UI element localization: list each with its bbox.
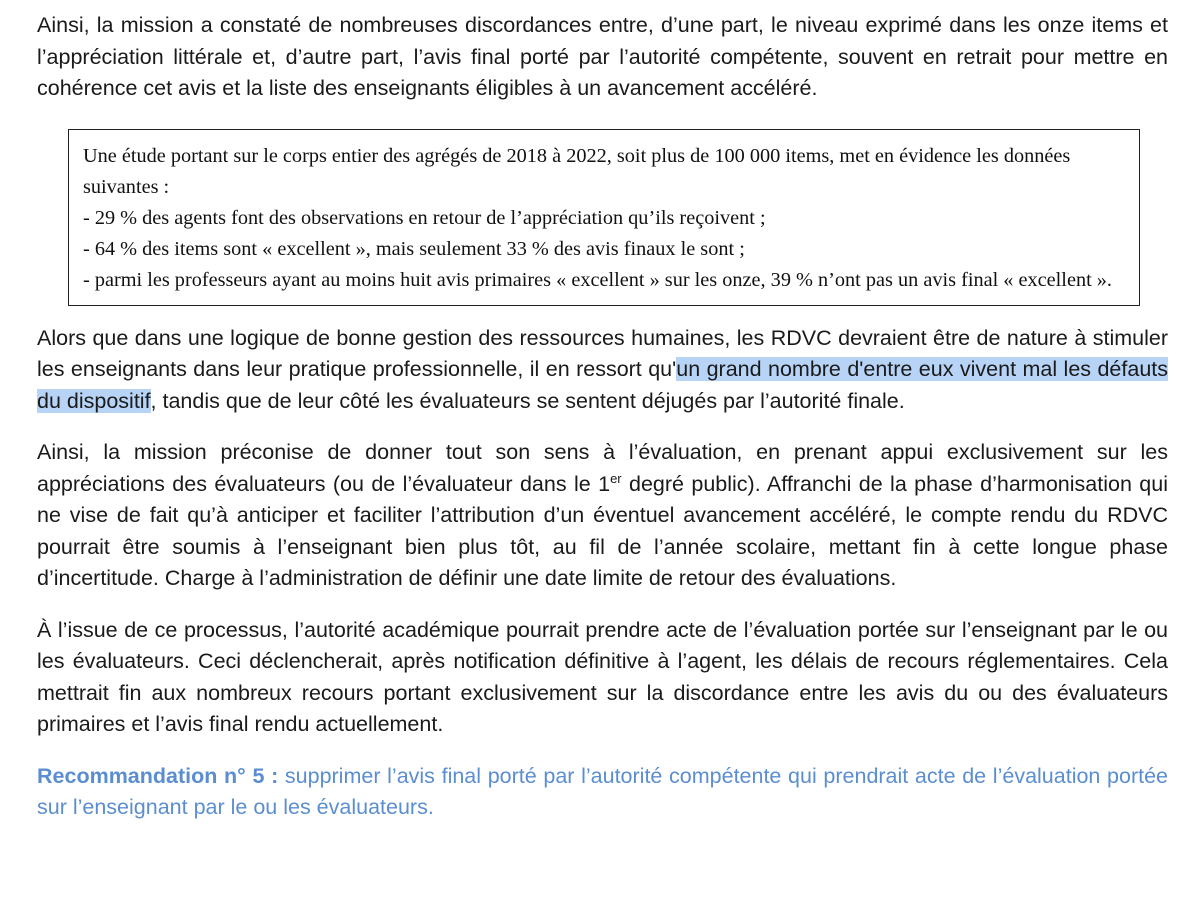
paragraph-preconise [37, 437, 1168, 595]
paragraph-rdvc [37, 323, 1168, 418]
paragraph-preconise-end: degré public). Affranchi de la phase d’harmonisation qui ne vise de fait qu’à anticiper et faciliter l’attribution d’un éventuel avancement accéléré, le compte rendu du RDVC pourrait être soumis à l’enseignant bien plus tôt, au fil de l’année scolaire, mettant fin à cette longue phase d’incertitude. Charge à l’administration de définir une date limite de retour des évaluations. [37, 471, 1168, 590]
paragraph-rdvc-end: , tandis que de leur côté les évaluateurs se sentent déjugés par l’autorité finale. [150, 388, 905, 413]
document-page [37, 0, 1168, 824]
recommendation-title: Recommandation n° 5 : [37, 763, 279, 788]
study-item-excellent: - 64 % des items sont « excellent », mais seulement 33 % des avis finaux le sont ; [83, 237, 745, 260]
recommendation-text: supprimer l’avis final porté par l’autorité compétente qui prendrait acte de l’évaluation portée sur l’enseignant par le ou les évaluateurs. [37, 763, 1169, 819]
paragraph-issue-processus: À l’issue de ce processus, l’autorité académique pourrait prendre acte de l’évaluation portée sur l’enseignant par le ou les évaluateurs. Ceci déclencherait, après notification définitive à l’agent, les délais de recours réglementaires. Cela mettrait fin aux nombreux recours portant exclusivement sur la discordance entre les avis du ou des évaluateurs primaires et l’avis final rendu actuellement. [37, 617, 1168, 736]
study-intro: Une étude portant sur le corps entier des agrégés de 2018 à 2022, soit plus de 100 000 items, met en évidence les données suivantes : [83, 144, 1071, 198]
study-item-professors: - parmi les professeurs ayant au moins huit avis primaires « excellent » sur les onze, 39 % n’ont pas un avis final « excellent ». [83, 268, 1112, 291]
selected-text-highlight[interactable]: un grand nombre d'entre eux vivent mal les défauts du dispositif [37, 357, 1168, 413]
recommendation [37, 761, 1168, 824]
superscript-er: er [610, 470, 622, 486]
paragraph-preconise-start: Ainsi, la mission préconise de donner tout son sens à l’évaluation, en prenant appui exclusivement sur les appréciations des évaluateurs (ou de l’évaluateur dans le 1 [37, 440, 1168, 496]
study-item-observations: - 29 % des agents font des observations en retour de l’appréciation qu’ils reçoivent ; [83, 206, 766, 229]
paragraph-rdvc-start: Alors que dans une logique de bonne gestion des ressources humaines, les RDVC devraient être de nature à stimuler les enseignants dans leur pratique professionnelle, il en ressort qu' [37, 325, 1168, 381]
paragraph-discordances: Ainsi, la mission a constaté de nombreuses discordances entre, d’une part, le niveau exprimé dans les onze items et l’appréciation littérale et, d’autre part, l’avis final porté par l’autorité compétente, souvent en retrait pour mettre en cohérence cet avis et la liste des enseignants éligibles à un avancement accéléré. [37, 13, 1168, 100]
study-box [68, 129, 1140, 306]
